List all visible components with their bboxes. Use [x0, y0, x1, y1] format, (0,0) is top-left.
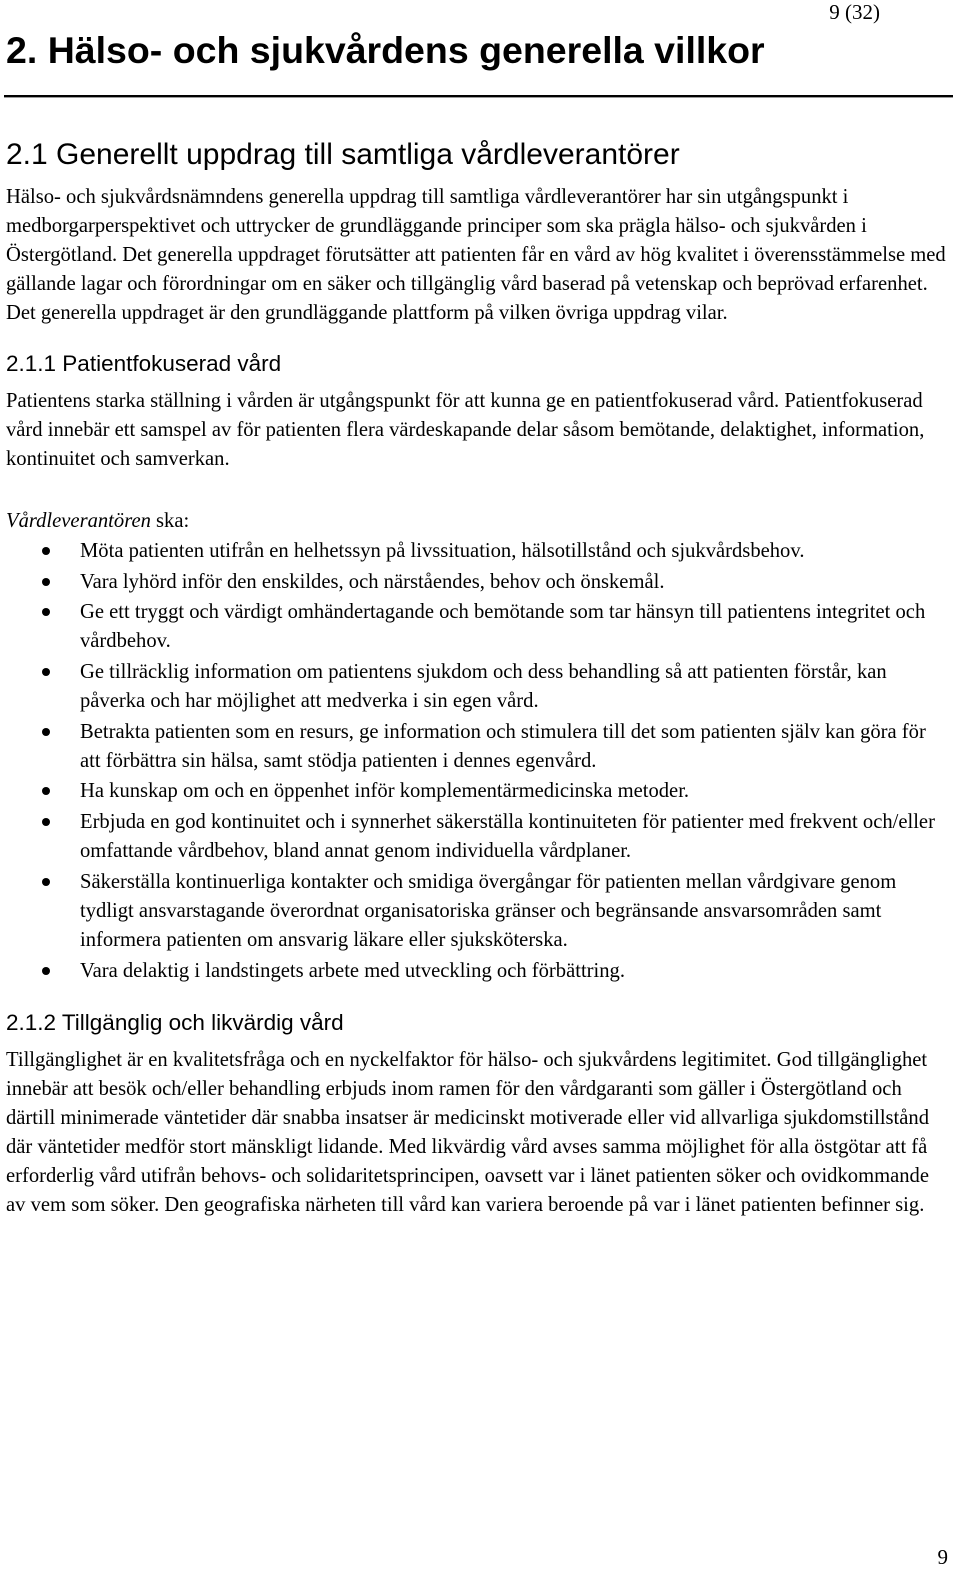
list-item-text: Vara delaktig i landstingets arbete med utveckling och förbättring.	[80, 959, 625, 982]
list-item	[6, 808, 951, 866]
heading-divider	[4, 95, 953, 97]
list-item-text: Ge ett tryggt och värdigt omhändertagande och bemötande som tar hänsyn till patientens integritet och vårdbehov.	[80, 601, 926, 653]
patient-focused-paragraph: Patientens starka ställning i vården är utgångspunkt för att kunna ge en patientfokuserad vård. Patientfokuserad vård innebär ett samspel av för patienten flera värdeskapande delar såsom bemötande, delaktighet, information, kontinuitet och samverkan.	[6, 390, 925, 470]
bullet-icon	[42, 728, 50, 736]
list-item	[6, 537, 951, 566]
footer-page-number: 9	[937, 1545, 948, 1569]
list-lead-subject: Vårdleverantören	[6, 510, 151, 532]
accessible-care-paragraph: Tillgänglighet är en kvalitetsfråga och en nyckelfaktor för hälso- och sjukvårdens legitimitet. God tillgänglighet innebär att besök och/eller behandling erbjuds inom ramen för den vårdgaranti som gäller i Östergötland och därtill minimerade väntetider där snabba insatser är medicinskt motiverade eller vid allvarliga sjukdomstillstånd där väntetider medför stort mänskligt lidande. Med likvärdig vård avses samma möjlighet för alla östgötar att få erforderlig vård utifrån behovs- och solidaritetsprincipen, oavsett var i länet patienten söker och ovidkommande av vem som söker. Den geografiska närheten till vård kan variera beroende på var i länet patienten befinner sig.	[6, 1048, 930, 1216]
list-item	[6, 957, 951, 986]
list-item-text: Ge tillräcklig information om patientens sjukdom och dess behandling så att patienten förstår, kan påverka och har möjlighet att medverka i sin egen vård.	[80, 661, 887, 713]
list-item-text: Betrakta patienten som en resurs, ge information och stimulera till det som patienten själv kan göra för att förbättra sin hälsa, samt stödja patienten i dennes egenvård.	[80, 720, 926, 772]
document-body	[6, 136, 951, 1227]
list-item	[6, 718, 951, 776]
list-item-text: Säkerställa kontinuerliga kontakter och smidiga övergångar för patienten mellan vårdgivare genom tydligt ansvarstagande överordnat organisatoriska gränser och begränsande ansvarsområden samt informera patienten om ansvarig läkare eller sjuksköterska.	[80, 870, 897, 951]
page-indicator: 9 (32)	[829, 0, 880, 24]
bullet-icon	[42, 967, 50, 975]
chapter-title: 2. Hälso- och sjukvårdens generella villkor	[6, 29, 765, 71]
list-item	[6, 777, 951, 806]
list-item	[6, 868, 951, 955]
bullet-icon	[42, 878, 50, 886]
bullet-icon	[42, 608, 50, 616]
bullet-icon	[42, 818, 50, 826]
section-title: 2.1 Generellt uppdrag till samtliga vårdleverantörer	[6, 138, 680, 171]
subsection-title-patient-focused: 2.1.1 Patientfokuserad vård	[6, 351, 282, 376]
list-item-text: Möta patienten utifrån en helhetssyn på livssituation, hälsotillstånd och sjukvårdsbehov.	[80, 540, 805, 562]
section-intro-paragraph: Hälso- och sjukvårdsnämndens generella uppdrag till samtliga vårdleverantörer har sin utgångspunkt i medborgarperspektivet och uttrycker de grundläggande principer som ska prägla hälso- och sjukvården i Östergötland. Det generella uppdraget förutsätter att patienten får en vård av hög kvalitet i överensstämmelse med gällande lagar och förordningar om en säker och tillgänglig vård baserad på vetenskap och beprövad erfarenhet. Det generella uppdraget är den grundläggande plattform på vilken övriga uppdrag vilar.	[6, 186, 946, 324]
list-item-text: Ha kunskap om och en öppenhet inför komplementärmedicinska metoder.	[80, 780, 690, 803]
list-item	[6, 598, 951, 656]
bullet-icon	[42, 787, 50, 795]
requirements-list	[6, 537, 951, 986]
list-lead-rest: ska:	[150, 510, 190, 532]
list-lead	[6, 507, 951, 536]
list-item-text: Vara lyhörd inför den enskildes, och närståendes, behov och önskemål.	[80, 570, 665, 593]
list-item	[6, 658, 951, 716]
bullet-icon	[42, 578, 50, 586]
bullet-icon	[42, 547, 50, 555]
list-item-text: Erbjuda en god kontinuitet och i synnerhet säkerställa kontinuiteten för patienter med frekvent och/eller omfattande vårdbehov, bland annat genom individuella vårdplaner.	[80, 811, 935, 863]
subsection-title-accessible-care: 2.1.2 Tillgänglig och likvärdig vård	[6, 1009, 344, 1035]
list-item	[6, 568, 951, 597]
bullet-icon	[42, 668, 50, 676]
